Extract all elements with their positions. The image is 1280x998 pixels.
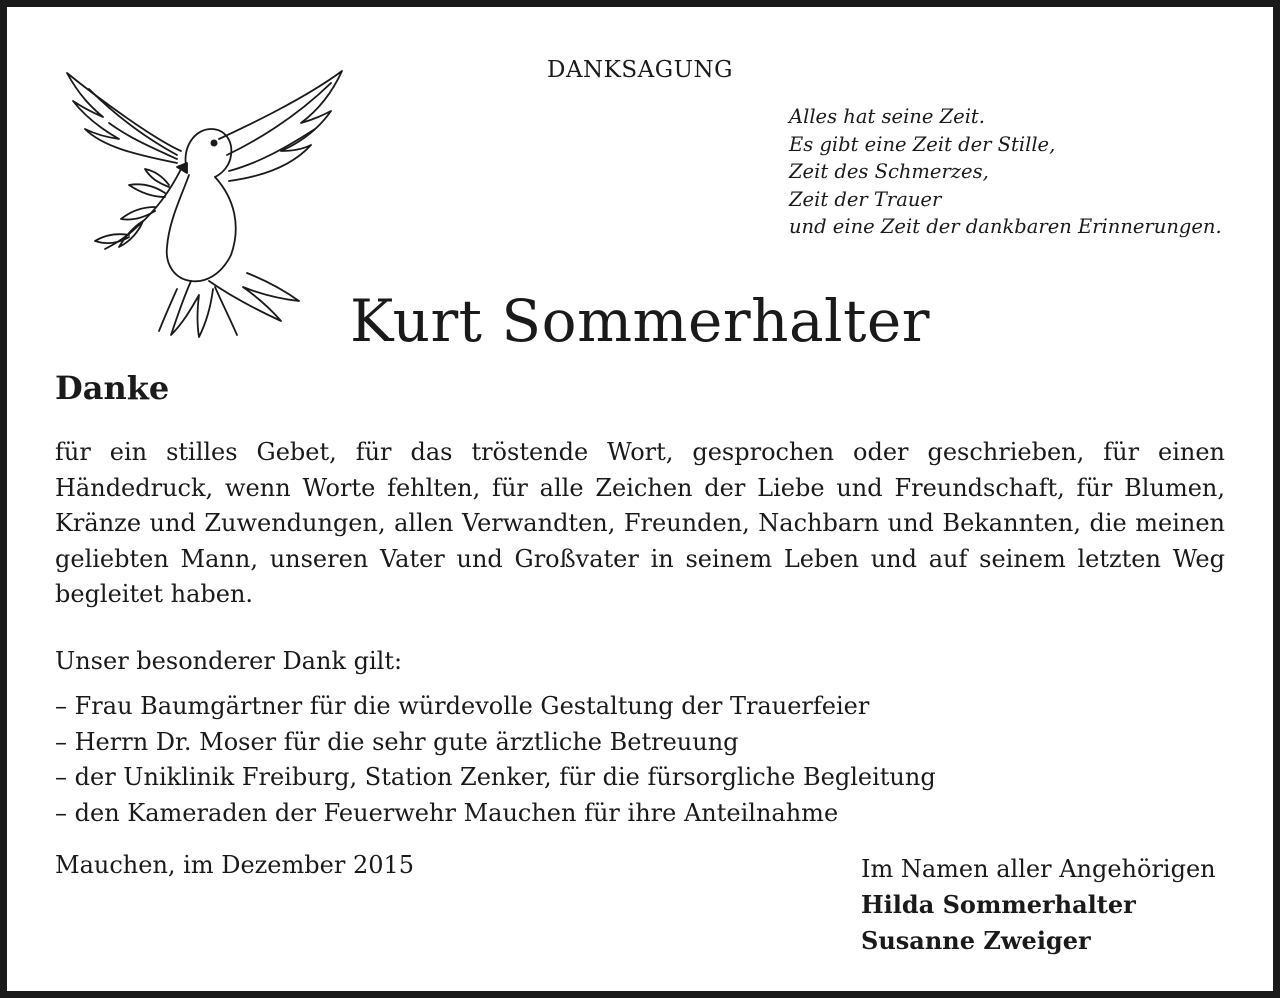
place-and-date: Mauchen, im Dezember 2015: [55, 851, 415, 879]
deceased-name: Kurt Sommerhalter: [350, 287, 930, 355]
notice-heading: DANKSAGUNG: [547, 57, 733, 83]
special-thanks-list: [55, 689, 936, 831]
poem-line: Alles hat seine Zeit.: [789, 105, 985, 128]
danke-title: Danke: [55, 369, 170, 407]
list-item: – Frau Baumgärtner für die würdevolle Gestaltung der Trauerfeier: [55, 692, 870, 720]
list-item: – den Kameraden der Feuerwehr Mauchen für ihre Anteilnahme: [55, 798, 839, 827]
poem-line: Zeit des Schmerzes,: [789, 160, 989, 183]
thanks-body: für ein stilles Gebet, für das tröstende Wort, gesprochen oder geschrieben, für einen Händedruck, wenn Worte fehlten, für alle Zeichen der Liebe und Freundschaft, für Blumen, Kränze und Zuwendungen, allen Verwandten, Freunden, Nachbarn und Bekannten, die meinen geliebten Mann, unseren Vater und Großvater in seinem Leben und auf seinem letzten Weg begleitet haben.: [55, 438, 1225, 608]
poem-line: Zeit der Trauer: [789, 187, 942, 211]
poem: [789, 103, 1222, 241]
signature-block: [861, 851, 1216, 959]
list-item: – Herrn Dr. Moser für die sehr gute ärztliche Betreuung: [55, 727, 739, 756]
list-item: – der Uniklinik Freiburg, Station Zenker, für die fürsorgliche Begleitung: [55, 763, 936, 792]
signatory-name: Susanne Zweiger: [861, 926, 1091, 955]
poem-line: und eine Zeit der dankbaren Erinnerungen.: [789, 215, 1222, 238]
signature-line: Im Namen aller Angehörigen: [861, 855, 1216, 883]
poem-line: Es gibt eine Zeit der Stille,: [789, 132, 1056, 156]
special-thanks-intro: Unser besonderer Dank gilt:: [55, 647, 403, 675]
signatory-name: Hilda Sommerhalter: [861, 890, 1136, 919]
